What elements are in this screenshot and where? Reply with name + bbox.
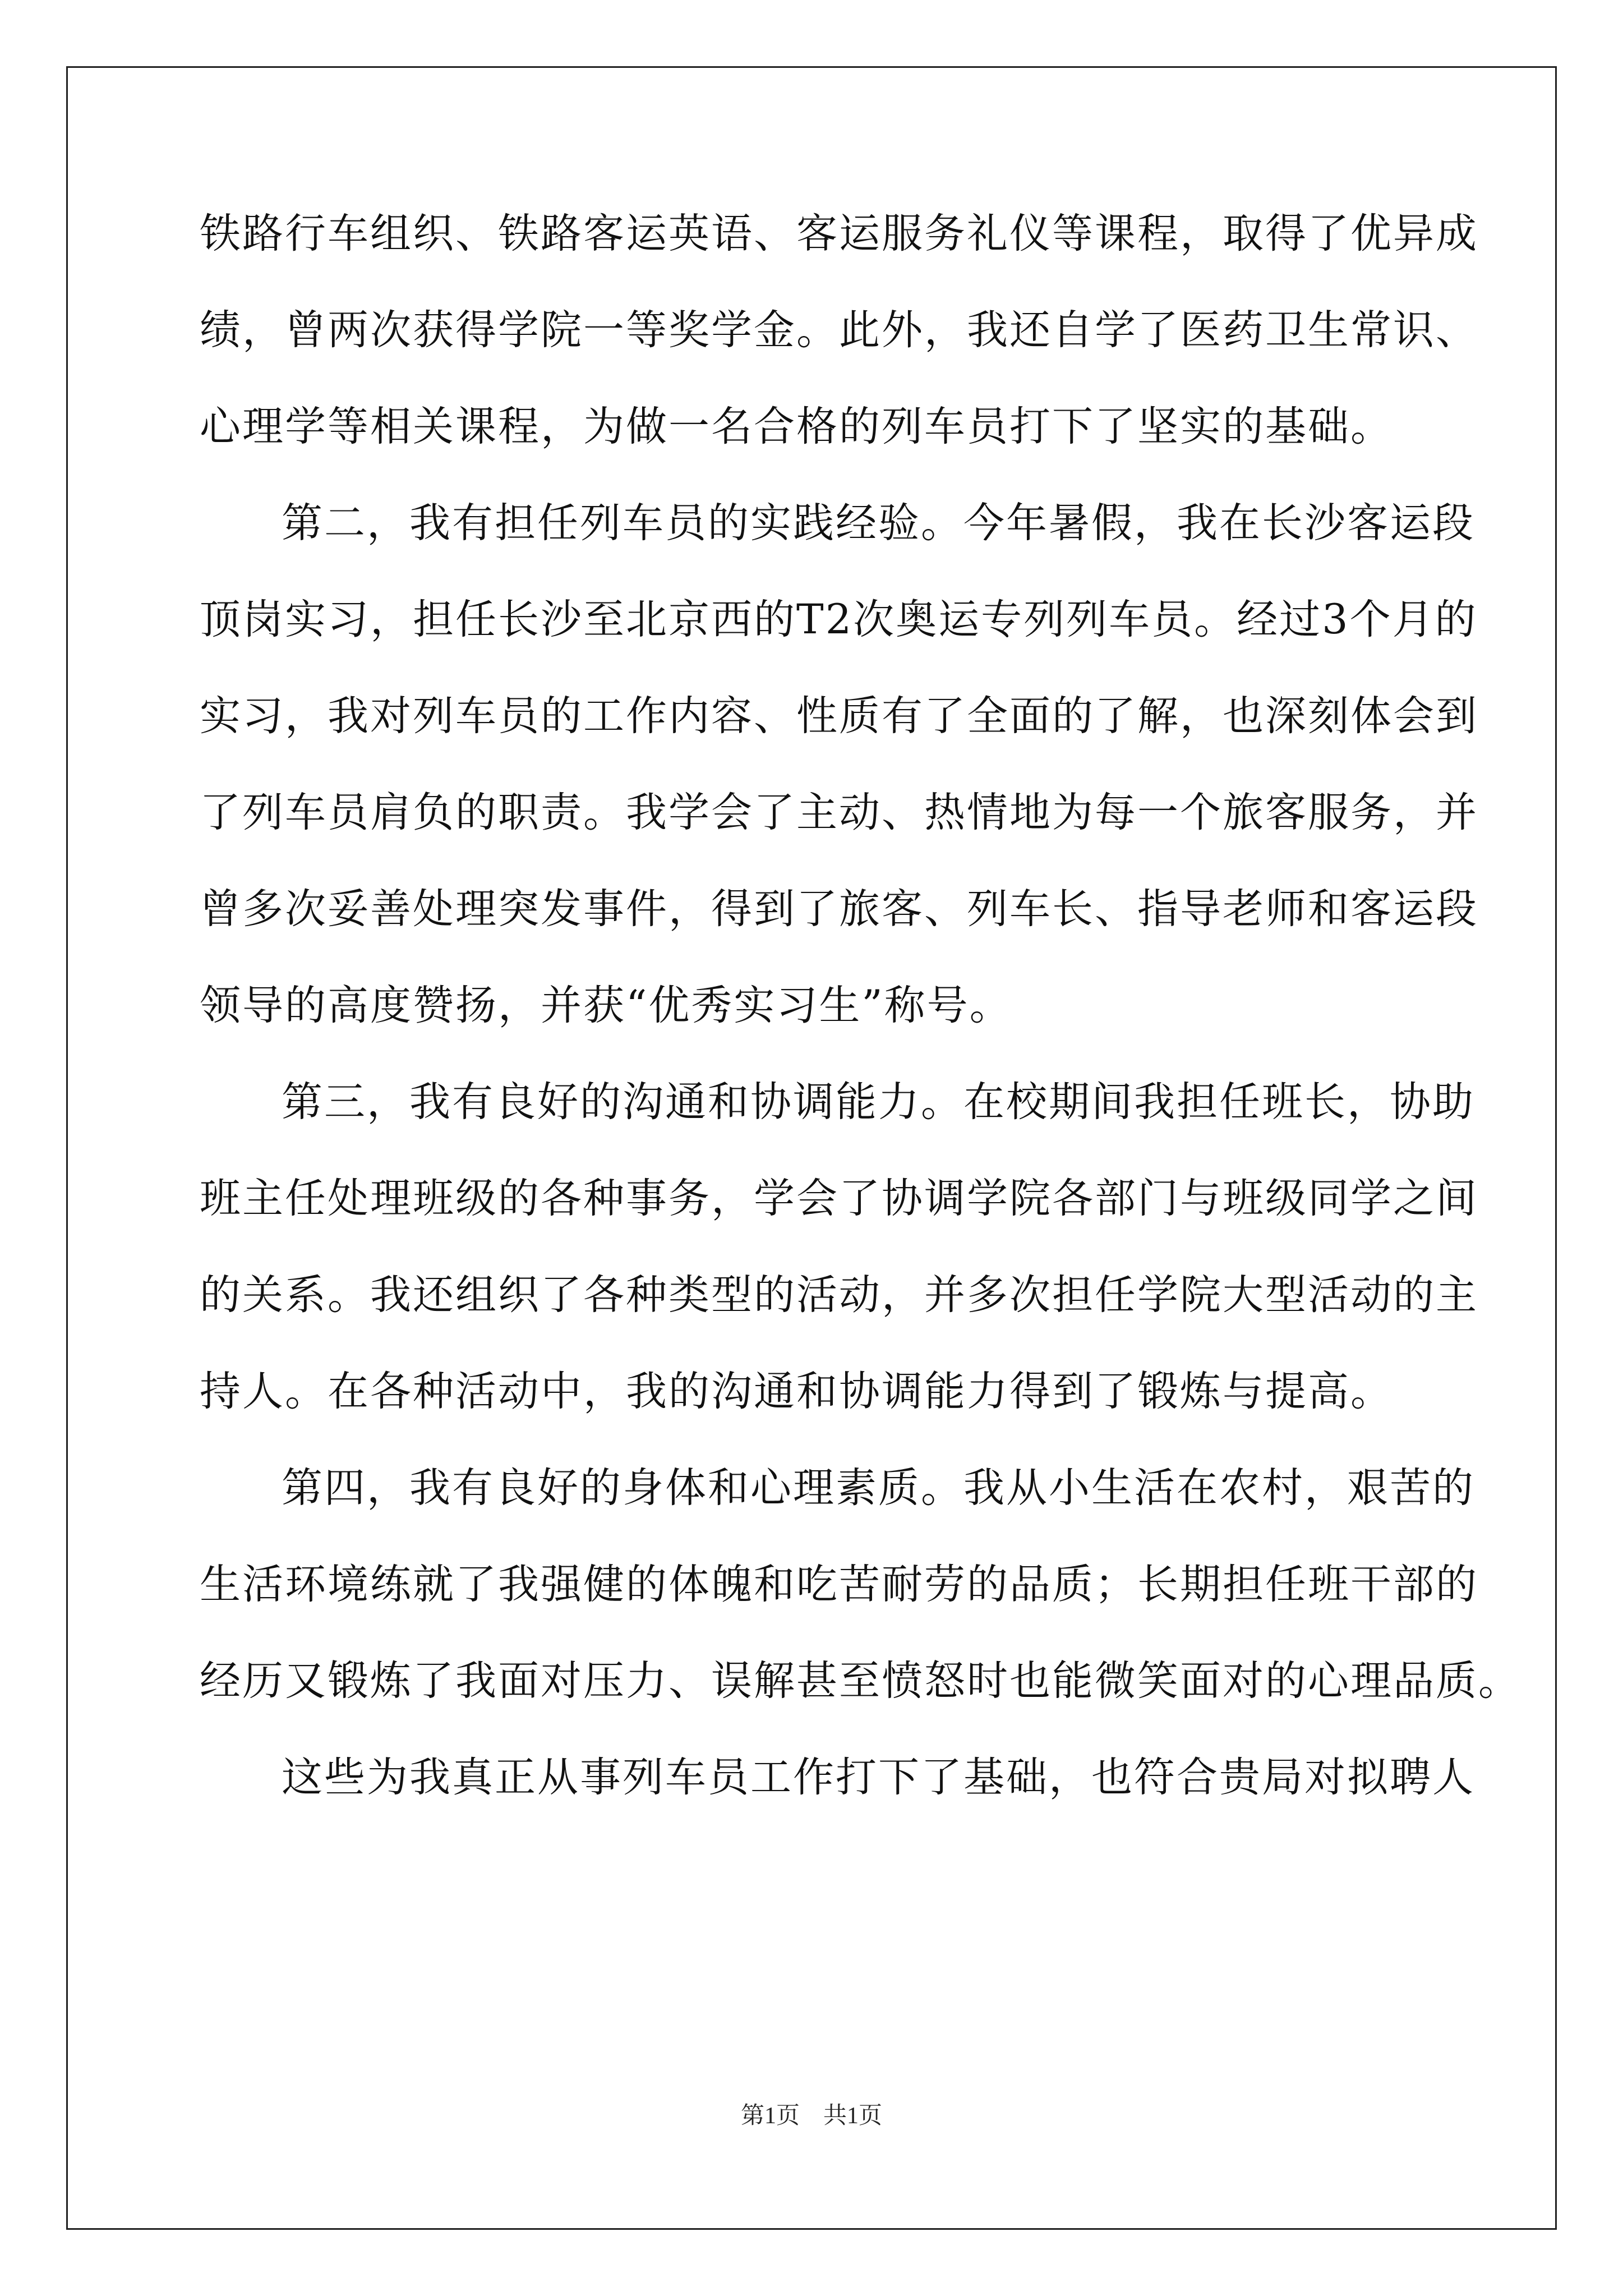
- text-line: 的关系。我还组织了各种类型的活动，并多次担任学院大型活动的主: [200, 1271, 1478, 1319]
- text-line: 经历又锻炼了我面对压力、误解甚至愤怒时也能微笑面对的心理品质。: [200, 1657, 1521, 1705]
- text-line: 第三，我有良好的沟通和协调能力。在校期间我担任班长，协助: [282, 1078, 1475, 1126]
- text-line: 第二，我有担任列车员的实践经验。今年暑假，我在长沙客运段: [282, 499, 1475, 547]
- text-line: 绩，曾两次获得学院一等奖学金。此外，我还自学了医药卫生常识、: [200, 306, 1478, 354]
- page-footer: 第1页 共1页: [740, 2103, 882, 2129]
- text-line: 曾多次妥善处理突发事件，得到了旅客、列车长、指导老师和客运段: [200, 885, 1478, 933]
- text-line: 领导的高度赞扬，并获“优秀实习生”称号。: [200, 982, 1012, 1029]
- text-line: 班主任处理班级的各种事务，学会了协调学院各部门与班级同学之间: [200, 1175, 1478, 1222]
- text-line: 铁路行车组织、铁路客运英语、客运服务礼仪等课程，取得了优异成: [200, 210, 1478, 257]
- text-line: 了列车员肩负的职责。我学会了主动、热情地为每一个旅客服务，并: [200, 789, 1478, 836]
- text-line: 持人。在各种活动中，我的沟通和协调能力得到了锻炼与提高。: [200, 1368, 1393, 1415]
- text-line: 心理学等相关课程，为做一名合格的列车员打下了坚实的基础。: [200, 403, 1393, 450]
- text-line: 顶岗实习，担任长沙至北京西的T2次奥运专列列车员。经过3个月的: [200, 596, 1478, 643]
- page-border: [66, 66, 1557, 2230]
- text-line: 实习，我对列车员的工作内容、性质有了全面的了解，也深刻体会到: [200, 692, 1478, 740]
- text-line: 生活环境练就了我强健的体魄和吃苦耐劳的品质；长期担任班干部的: [200, 1561, 1478, 1608]
- text-line: 这些为我真正从事列车员工作打下了基础，也符合贵局对拟聘人: [282, 1754, 1475, 1801]
- text-line: 第四，我有良好的身体和心理素质。我从小生活在农村，艰苦的: [282, 1464, 1475, 1512]
